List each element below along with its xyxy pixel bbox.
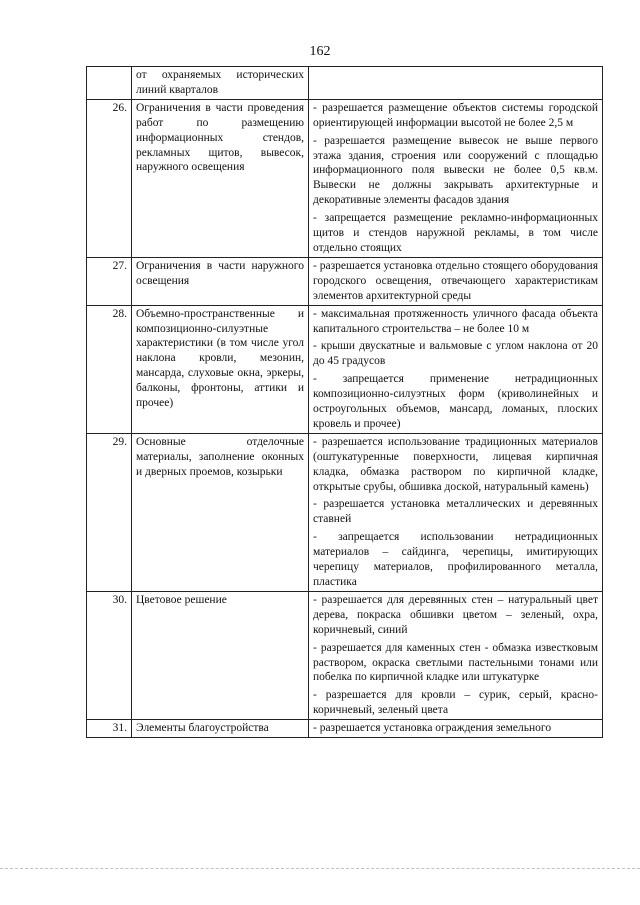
table-row [87, 591, 603, 719]
row-number: 27. [87, 257, 132, 305]
row-number: 26. [87, 99, 132, 257]
parameter-name: Объемно-пространственные и композиционно-силуэтные характеристики (в том числе угол наклона кровли, мезонин, мансарда, слуховые окна, эркеры, балконы, фронтоны, аттики и прочее) [132, 305, 309, 433]
requirement-item: - разрешается использование традиционных материалов (оштукатуренные поверхности, лицевая кирпичная кладка, обмазка раствором по кирпичной кладке, открытые срубы, обшивка доской, натуральный камень) [313, 435, 598, 493]
page-number: 162 [309, 44, 331, 59]
requirement-item: - разрешается размещение объектов системы городской ориентирующей информации высотой не более 2,5 м [313, 101, 598, 129]
table-row [87, 99, 603, 257]
requirement-item: - запрещается использовании нетрадиционных материалов – сайдинга, черепицы, имитирующих черепицу материалов, профилированного металла, пластика [313, 531, 598, 588]
parameter-name: Элементы благоустройства [132, 720, 309, 738]
requirement-item: - разрешается установка ограждения земельного [313, 722, 552, 735]
requirements-cell [309, 720, 603, 738]
table-row [87, 433, 603, 591]
requirements-cell [309, 67, 603, 100]
parameter-name: Цветовое решение [132, 591, 309, 719]
row-number [87, 67, 132, 100]
table-row [87, 257, 603, 305]
requirements-cell [309, 305, 603, 433]
requirements-cell [309, 433, 603, 591]
requirement-item: - максимальная протяженность уличного фасада объекта капитального строительства – не более 10 м [313, 307, 598, 335]
table-row [87, 67, 603, 100]
parameter-name: Ограничения в части наружного освещения [132, 257, 309, 305]
requirements-cell [309, 257, 603, 305]
requirements-cell [309, 99, 603, 257]
requirement-item: - разрешается для деревянных стен – натуральный цвет дерева, покраска обшивки цветом – зеленый, охра, коричневый, синий [313, 593, 598, 636]
requirements-cell [309, 591, 603, 719]
parameter-name: Основные отделочные материалы, заполнение оконных и дверных проемов, козырьки [132, 433, 309, 591]
parameter-name: Ограничения в части проведения работ по размещению информационных стендов, рекламных щитов, вывесок, наружного освещения [132, 99, 309, 257]
row-number: 28. [87, 305, 132, 433]
row-number: 30. [87, 591, 132, 719]
regulations-table [86, 66, 603, 738]
requirement-item: - запрещается размещение рекламно-информационных щитов и стендов наружной рекламы, в том числе отдельно стоящих [313, 212, 598, 254]
requirement-item: - разрешается установка отдельно стоящего оборудования городского освещения, отвечающего характеристикам элементов архитектурной среды [313, 259, 598, 302]
requirement-item: - разрешается размещение вывесок не выше первого этажа здания, строения или сооружений с площадью информационного поля вывески не более 0,5 кв.м. Вывески не должны закрывать архитектурные и декоративные элементы фасадов здания [313, 134, 598, 207]
scan-edge-line [0, 868, 640, 869]
requirement-item: - разрешается установка металлических и деревянных ставней [313, 498, 598, 526]
requirement-item: - запрещается применение нетрадиционных композиционно-силуэтных форм (криволинейных и остроугольных объемов, мансард, ломаных, плоских кровель и прочее) [313, 373, 598, 430]
parameter-name: от охраняемых исторических линий кварталов [132, 67, 309, 100]
row-number: 31. [87, 720, 132, 738]
row-number: 29. [87, 433, 132, 591]
requirement-item: - разрешается для каменных стен - обмазка известковым раствором, окраска светлыми пастельными тонами или побелка по кирпичной кладке или штукатурке [313, 641, 598, 684]
table-row [87, 305, 603, 433]
requirement-item: - крыши двускатные и вальмовые с углом наклона от 20 до 45 градусов [313, 340, 598, 368]
table-row [87, 720, 603, 738]
requirement-item: - разрешается для кровли – сурик, серый, красно-коричневый, зеленый цвета [313, 689, 598, 717]
